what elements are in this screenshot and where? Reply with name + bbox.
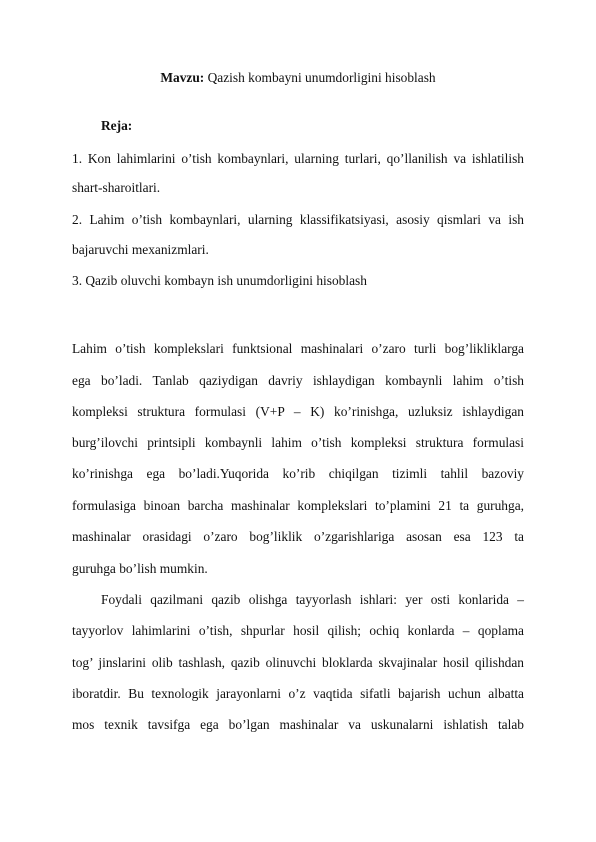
paragraph-1-line-5: ko’rinishga ega bo’ladi.Yuqorida ko’rib chiqilgan tizimli tahlil bazoviy	[72, 466, 524, 481]
plan-heading	[101, 118, 553, 134]
title-text: Qazish kombayni unumdorligini hisoblash	[207, 70, 436, 85]
plan-heading-text: Reja:	[101, 118, 133, 133]
paragraph-2-line-2: tayyorlov lahimlarini o’tish, shpurlar hosil qilish; ochiq konlarda – qoplama	[72, 623, 524, 638]
title-label: Mavzu:	[160, 70, 205, 85]
paragraph-1-line-4: burg’ilovchi printsipli kombaynli lahim o’tish kompleksi struktura formulasi	[72, 435, 524, 450]
paragraph-2-line-3: tog’ jinslarini olib tashlash, qazib olinuvchi bloklarda skvajinalar hosil qilishdan	[72, 655, 524, 670]
paragraph-2-line-5: mos texnik tavsifga ega bo’lgan mashinalar va uskunalarni ishlatish talab	[72, 717, 524, 732]
paragraph-1-line-6: formulasiga binoan barcha mashinalar komplekslari to’plamini 21 ta guruhga,	[72, 498, 524, 513]
plan-item-3: 3. Qazib oluvchi kombayn ish unumdorligini hisoblash	[72, 273, 367, 288]
paragraph-1-line-7: mashinalar orasidagi o’zaro bog’liklik o’zgarishlariga asosan esa 123 ta	[72, 529, 524, 544]
plan-item-1-line-2: shart-sharoitlari.	[72, 180, 161, 195]
paragraph-1-line-8: guruhga bo’lish mumkin.	[72, 561, 208, 576]
paragraph-1-line-2: ega bo’ladi. Tanlab qaziydigan davriy ishlaydigan kombaynli lahim o’tish	[72, 373, 524, 388]
plan-item-2-line-1: 2. Lahim o’tish kombaynlari, ularning klassifikatsiyasi, asosiy qismlari va ish	[72, 212, 524, 227]
paragraph-1-line-1: Lahim o’tish komplekslari funktsional mashinalari o’zaro turli bog’likliklarga	[72, 341, 524, 356]
paragraph-1-line-3: kompleksi struktura formulasi (V+P – K) ko’rinishga, uzluksiz ishlaydigan	[72, 404, 524, 419]
plan-item-1-line-1: 1. Kon lahimlarini o’tish kombaynlari, ularning turlari, qo’llanilish va ishlatilish	[72, 151, 524, 166]
paragraph-2-line-1: Foydali qazilmani qazib olishga tayyorlash ishlari: yer osti konlarida –	[101, 592, 524, 607]
paragraph-2-line-4: iboratdir. Bu texnologik jarayonlarni o’z vaqtida sifatli bajarish uchun albatta	[72, 686, 524, 701]
plan-item-2-line-2: bajaruvchi mexanizmlari.	[72, 242, 209, 257]
page-title	[0, 70, 596, 86]
